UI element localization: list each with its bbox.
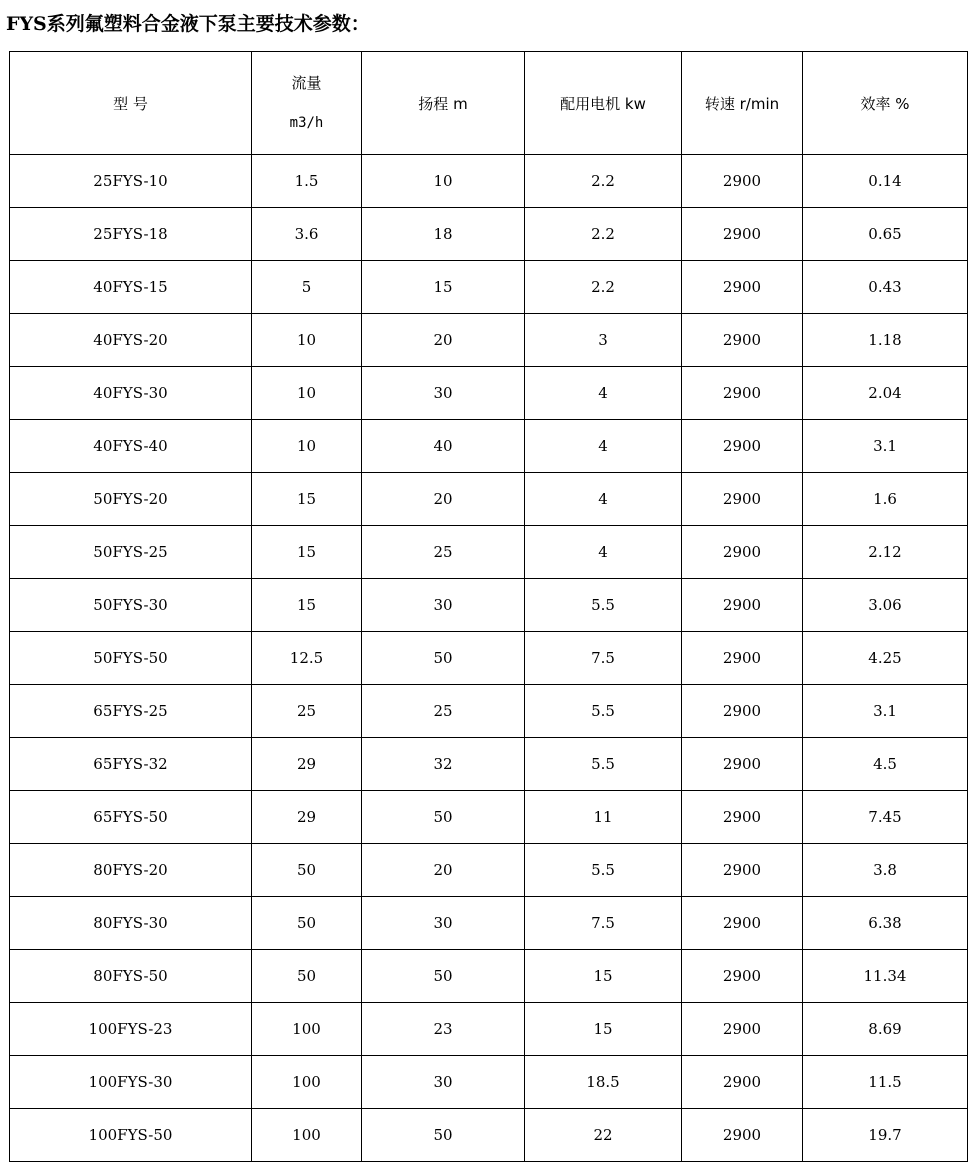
efficiency-cell: 0.14 (803, 155, 968, 208)
model-cell: 65FYS-32 (10, 738, 252, 791)
motor-power-cell: 7.5 (525, 897, 682, 950)
head-cell: 32 (362, 738, 525, 791)
motor-power-cell: 5.5 (525, 685, 682, 738)
model-cell: 65FYS-50 (10, 791, 252, 844)
motor-power-cell: 2.2 (525, 155, 682, 208)
speed-cell: 2900 (682, 155, 803, 208)
model-cell: 50FYS-50 (10, 632, 252, 685)
model-cell: 40FYS-15 (10, 261, 252, 314)
motor-power-cell: 2.2 (525, 208, 682, 261)
efficiency-cell: 11.5 (803, 1056, 968, 1109)
efficiency-cell: 3.1 (803, 685, 968, 738)
motor-power-cell: 11 (525, 791, 682, 844)
flow-cell: 10 (252, 420, 362, 473)
head-cell: 20 (362, 473, 525, 526)
speed-cell: 2900 (682, 1056, 803, 1109)
speed-cell: 2900 (682, 579, 803, 632)
head-cell: 18 (362, 208, 525, 261)
efficiency-cell: 0.65 (803, 208, 968, 261)
table-row (10, 208, 968, 261)
motor-power-cell: 15 (525, 950, 682, 1003)
table-row (10, 897, 968, 950)
table-row (10, 526, 968, 579)
motor-power-cell: 5.5 (525, 579, 682, 632)
efficiency-cell: 11.34 (803, 950, 968, 1003)
motor-power-cell: 4 (525, 367, 682, 420)
header-speed: 转速 r/min (682, 52, 803, 155)
head-cell: 50 (362, 791, 525, 844)
flow-cell: 10 (252, 314, 362, 367)
motor-power-cell: 4 (525, 420, 682, 473)
efficiency-cell: 8.69 (803, 1003, 968, 1056)
model-cell: 100FYS-50 (10, 1109, 252, 1162)
table-row (10, 844, 968, 897)
table-row (10, 155, 968, 208)
table-row (10, 1003, 968, 1056)
model-cell: 25FYS-18 (10, 208, 252, 261)
document-title: FYS系列氟塑料合金液下泵主要技术参数： (6, 13, 370, 35)
efficiency-cell: 19.7 (803, 1109, 968, 1162)
table-row (10, 950, 968, 1003)
model-cell: 65FYS-25 (10, 685, 252, 738)
model-cell: 40FYS-30 (10, 367, 252, 420)
speed-cell: 2900 (682, 314, 803, 367)
table-row (10, 685, 968, 738)
model-cell: 40FYS-20 (10, 314, 252, 367)
table-row (10, 420, 968, 473)
flow-cell: 100 (252, 1109, 362, 1162)
model-cell: 50FYS-20 (10, 473, 252, 526)
speed-cell: 2900 (682, 632, 803, 685)
table-row (10, 473, 968, 526)
model-cell: 40FYS-40 (10, 420, 252, 473)
speed-cell: 2900 (682, 1109, 803, 1162)
model-cell: 80FYS-50 (10, 950, 252, 1003)
head-cell: 25 (362, 685, 525, 738)
motor-power-cell: 5.5 (525, 844, 682, 897)
header-head: 扬程 m (362, 52, 525, 155)
efficiency-cell: 7.45 (803, 791, 968, 844)
model-cell: 50FYS-30 (10, 579, 252, 632)
head-cell: 10 (362, 155, 525, 208)
table-row (10, 791, 968, 844)
header-model: 型 号 (10, 52, 252, 155)
efficiency-cell: 1.18 (803, 314, 968, 367)
speed-cell: 2900 (682, 526, 803, 579)
flow-cell: 1.5 (252, 155, 362, 208)
flow-cell: 15 (252, 526, 362, 579)
efficiency-cell: 0.43 (803, 261, 968, 314)
speed-cell: 2900 (682, 897, 803, 950)
table-row (10, 367, 968, 420)
head-cell: 30 (362, 1056, 525, 1109)
head-cell: 30 (362, 367, 525, 420)
table-row (10, 738, 968, 791)
table-header-row (10, 52, 968, 155)
motor-power-cell: 3 (525, 314, 682, 367)
header-flow-unit: m3/h (289, 115, 324, 131)
head-cell: 20 (362, 844, 525, 897)
flow-cell: 29 (252, 738, 362, 791)
flow-cell: 12.5 (252, 632, 362, 685)
head-cell: 50 (362, 1109, 525, 1162)
speed-cell: 2900 (682, 738, 803, 791)
flow-cell: 3.6 (252, 208, 362, 261)
flow-cell: 15 (252, 579, 362, 632)
head-cell: 23 (362, 1003, 525, 1056)
header-flow-label: 流量 (291, 74, 322, 92)
model-cell: 80FYS-20 (10, 844, 252, 897)
efficiency-cell: 6.38 (803, 897, 968, 950)
efficiency-cell: 4.25 (803, 632, 968, 685)
speed-cell: 2900 (682, 208, 803, 261)
flow-cell: 100 (252, 1003, 362, 1056)
flow-cell: 50 (252, 897, 362, 950)
speed-cell: 2900 (682, 367, 803, 420)
model-cell: 80FYS-30 (10, 897, 252, 950)
head-cell: 25 (362, 526, 525, 579)
speed-cell: 2900 (682, 791, 803, 844)
header-efficiency: 效率 % (803, 52, 968, 155)
head-cell: 30 (362, 579, 525, 632)
table-body (10, 155, 968, 1162)
motor-power-cell: 5.5 (525, 738, 682, 791)
head-cell: 15 (362, 261, 525, 314)
head-cell: 40 (362, 420, 525, 473)
motor-power-cell: 4 (525, 473, 682, 526)
head-cell: 20 (362, 314, 525, 367)
flow-cell: 25 (252, 685, 362, 738)
header-motor: 配用电机 kw (525, 52, 682, 155)
flow-cell: 50 (252, 950, 362, 1003)
flow-cell: 10 (252, 367, 362, 420)
motor-power-cell: 18.5 (525, 1056, 682, 1109)
table-row (10, 1056, 968, 1109)
flow-cell: 15 (252, 473, 362, 526)
motor-power-cell: 22 (525, 1109, 682, 1162)
efficiency-cell: 1.6 (803, 473, 968, 526)
table-row (10, 261, 968, 314)
table-row (10, 579, 968, 632)
efficiency-cell: 3.8 (803, 844, 968, 897)
table-row (10, 632, 968, 685)
speed-cell: 2900 (682, 1003, 803, 1056)
spec-table (9, 51, 968, 1162)
efficiency-cell: 3.06 (803, 579, 968, 632)
flow-cell: 100 (252, 1056, 362, 1109)
motor-power-cell: 2.2 (525, 261, 682, 314)
model-cell: 100FYS-30 (10, 1056, 252, 1109)
flow-cell: 5 (252, 261, 362, 314)
model-cell: 100FYS-23 (10, 1003, 252, 1056)
flow-cell: 50 (252, 844, 362, 897)
head-cell: 50 (362, 950, 525, 1003)
header-flow (252, 52, 362, 155)
efficiency-cell: 2.12 (803, 526, 968, 579)
motor-power-cell: 15 (525, 1003, 682, 1056)
model-cell: 50FYS-25 (10, 526, 252, 579)
efficiency-cell: 2.04 (803, 367, 968, 420)
efficiency-cell: 3.1 (803, 420, 968, 473)
head-cell: 30 (362, 897, 525, 950)
speed-cell: 2900 (682, 261, 803, 314)
speed-cell: 2900 (682, 685, 803, 738)
table-row (10, 1109, 968, 1162)
model-cell: 25FYS-10 (10, 155, 252, 208)
speed-cell: 2900 (682, 420, 803, 473)
speed-cell: 2900 (682, 950, 803, 1003)
flow-cell: 29 (252, 791, 362, 844)
motor-power-cell: 7.5 (525, 632, 682, 685)
head-cell: 50 (362, 632, 525, 685)
speed-cell: 2900 (682, 844, 803, 897)
speed-cell: 2900 (682, 473, 803, 526)
motor-power-cell: 4 (525, 526, 682, 579)
efficiency-cell: 4.5 (803, 738, 968, 791)
table-row (10, 314, 968, 367)
